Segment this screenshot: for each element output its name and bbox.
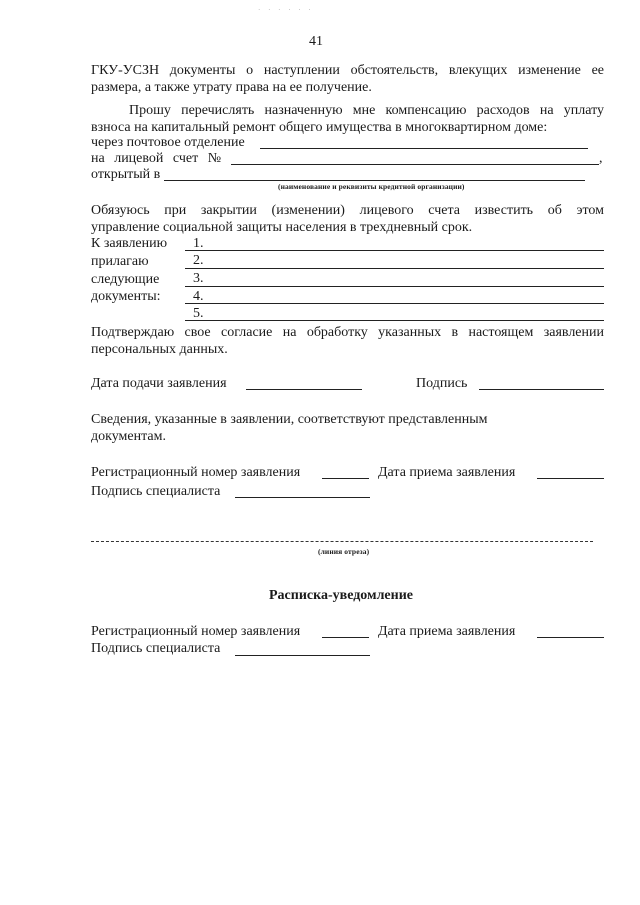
cut-line-caption: (линия отреза) bbox=[318, 547, 370, 556]
attachment-item-3-number: 3. bbox=[193, 271, 204, 286]
opened-in-label: открытый в bbox=[91, 167, 161, 182]
attachment-item-4-field[interactable] bbox=[185, 303, 604, 304]
receipt-specialist-signature-field[interactable] bbox=[235, 655, 370, 656]
bank-field[interactable] bbox=[164, 180, 585, 181]
attachment-item-3-field[interactable] bbox=[185, 286, 604, 287]
receipt-date-field[interactable] bbox=[537, 478, 604, 479]
page-number: 41 bbox=[309, 34, 323, 49]
account-comma: , bbox=[599, 151, 603, 166]
signature-field[interactable] bbox=[479, 389, 604, 390]
account-number-field[interactable] bbox=[231, 164, 599, 165]
attachment-item-5-field[interactable] bbox=[185, 320, 604, 321]
specialist-signature-field[interactable] bbox=[235, 497, 370, 498]
reg-number-label: Регистрационный номер заявления bbox=[91, 465, 301, 480]
signature-label: Подпись bbox=[416, 376, 468, 391]
verification-line-2: документам. bbox=[91, 429, 166, 444]
attachment-item-1-field[interactable] bbox=[185, 250, 604, 251]
consent-line-2: персональных данных. bbox=[91, 342, 228, 357]
submission-date-label: Дата подачи заявления bbox=[91, 376, 227, 391]
bank-caption: (наименование и реквизиты кредитной организации) bbox=[278, 182, 465, 191]
attachment-item-5-number: 5. bbox=[193, 306, 204, 321]
verification-line-1: Сведения, указанные в заявлении, соответствуют представленным bbox=[91, 412, 488, 427]
attachments-label-4: документы: bbox=[91, 289, 161, 304]
intro-line-2: размера, а также утрату права на ее получение. bbox=[91, 80, 372, 95]
post-office-field[interactable] bbox=[260, 148, 588, 149]
post-office-label: через почтовое отделение bbox=[91, 135, 245, 150]
attachments-label-2: прилагаю bbox=[91, 254, 149, 269]
attachment-item-4-number: 4. bbox=[193, 289, 204, 304]
transfer-line-1: Прошу перечислять назначенную мне компенсацию расходов на уплату bbox=[129, 103, 604, 118]
receipt-specialist-signature-label: Подпись специалиста bbox=[91, 641, 221, 656]
specialist-signature-label: Подпись специалиста bbox=[91, 484, 221, 499]
receipt-date-field-2[interactable] bbox=[537, 637, 604, 638]
intro-line-1: ГКУ-УСЗН документы о наступлении обстоятельств, влекущих изменение ее bbox=[91, 63, 604, 78]
transfer-line-2: взноса на капитальный ремонт общего имущества в многоквартирном доме: bbox=[91, 120, 548, 135]
receipt-title: Расписка-уведомление bbox=[269, 588, 413, 603]
attachment-item-1-number: 1. bbox=[193, 236, 204, 251]
obligation-line-2: управление социальной защиты населения в трехдневный срок. bbox=[91, 220, 473, 235]
receipt-date-label-2: Дата приема заявления bbox=[378, 624, 516, 639]
attachments-label-3: следующие bbox=[91, 272, 160, 287]
receipt-reg-number-field[interactable] bbox=[322, 637, 369, 638]
consent-line-1: Подтверждаю свое согласие на обработку указанных в настоящем заявлении bbox=[91, 325, 604, 340]
receipt-date-label: Дата приема заявления bbox=[378, 465, 516, 480]
cut-line bbox=[91, 541, 593, 542]
attachment-item-2-field[interactable] bbox=[185, 268, 604, 269]
receipt-reg-number-label: Регистрационный номер заявления bbox=[91, 624, 301, 639]
reg-number-field[interactable] bbox=[322, 478, 369, 479]
scan-specks: · · · · · · bbox=[258, 6, 314, 14]
submission-date-field[interactable] bbox=[246, 389, 362, 390]
attachment-item-2-number: 2. bbox=[193, 253, 204, 268]
attachments-label-1: К заявлению bbox=[91, 236, 168, 251]
account-label: на лицевой счет № bbox=[91, 151, 222, 166]
obligation-line-1: Обязуюсь при закрытии (изменении) лицевого счета известить об этом bbox=[91, 203, 604, 218]
